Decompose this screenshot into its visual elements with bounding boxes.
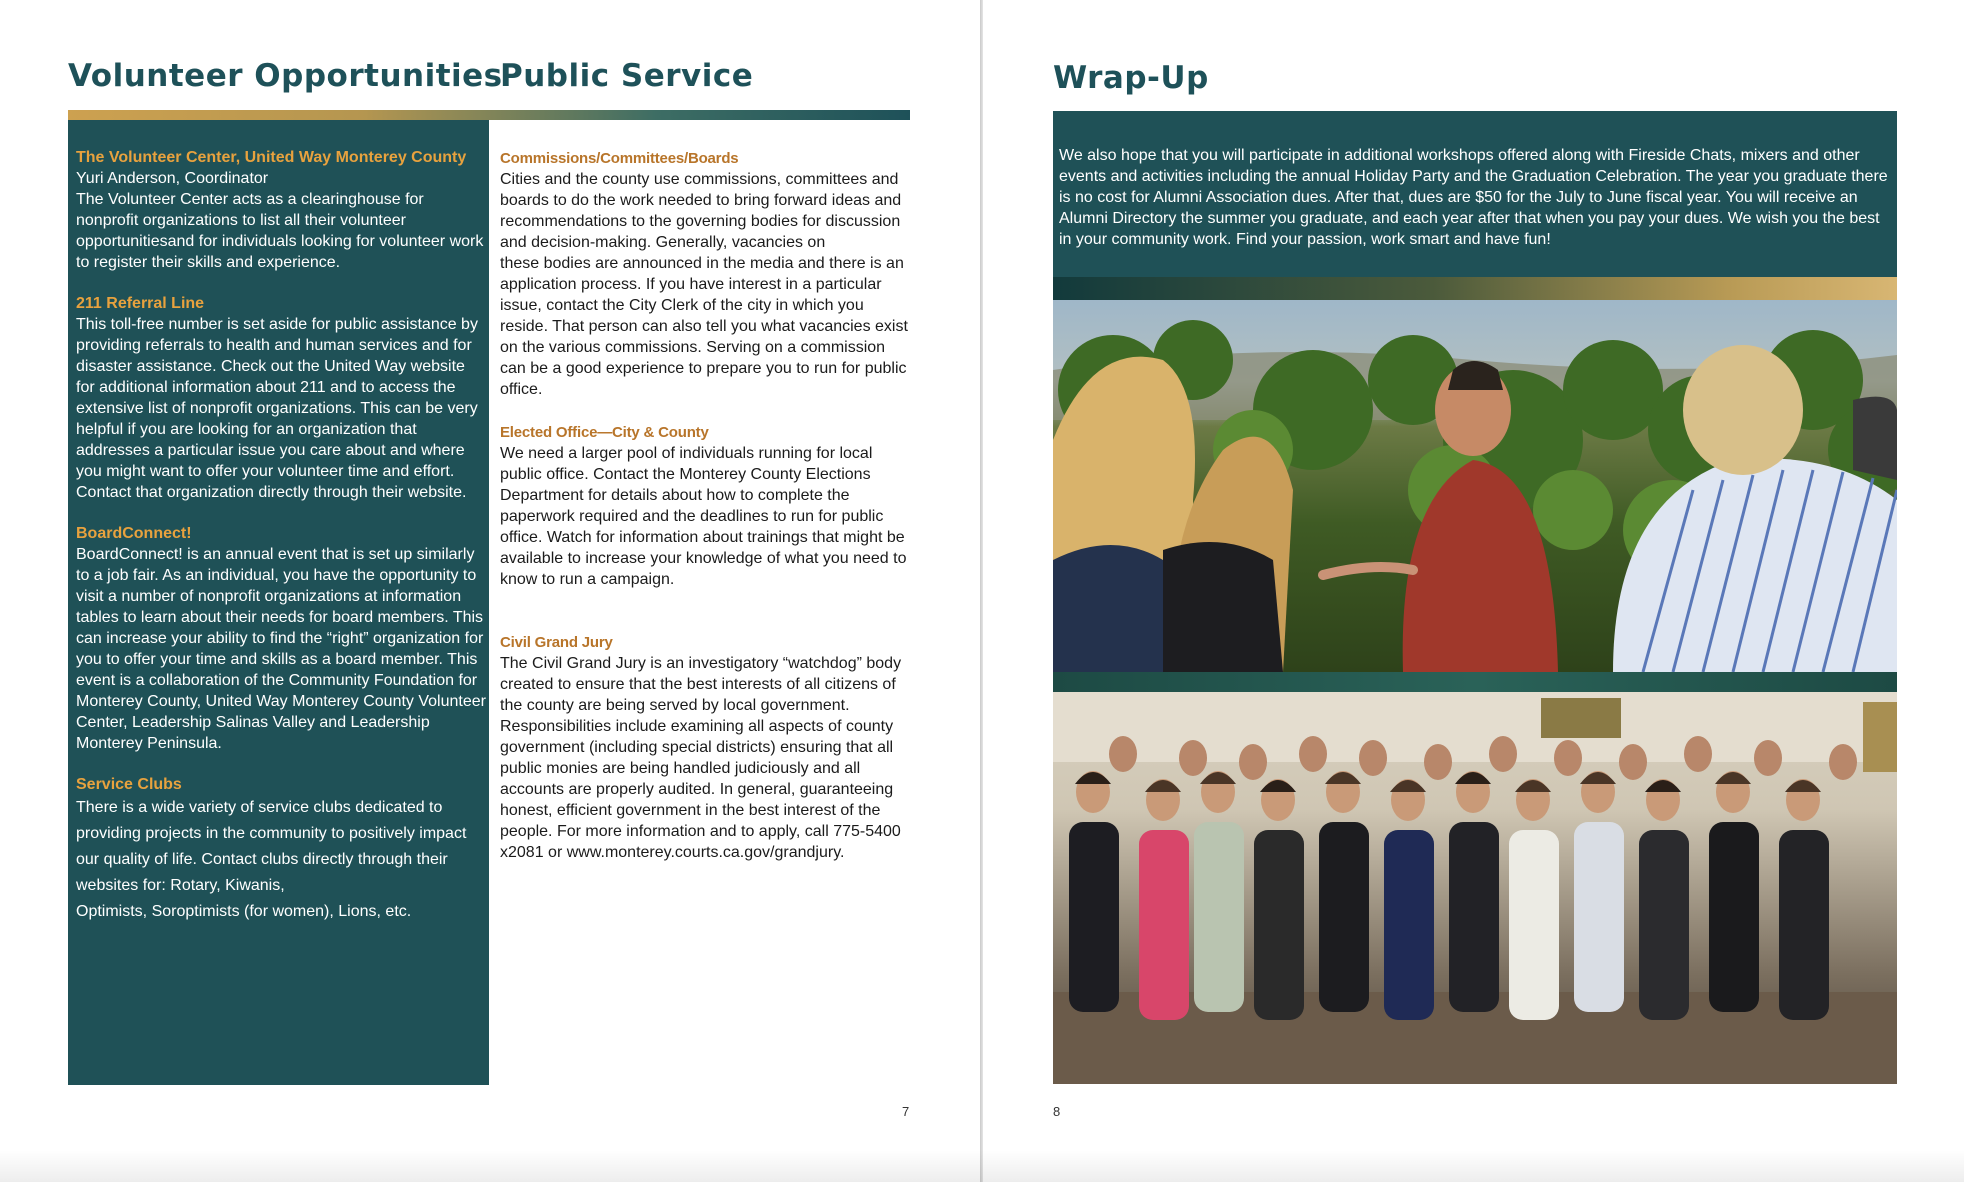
public-service-section [500, 148, 912, 400]
person-figure [1254, 830, 1304, 1020]
person-figure [1574, 822, 1624, 1012]
section-body: There is a wide variety of service clubs dedicated to providing projects in the community to positively impact our quality of life. Contact clubs directly through their websites for: Rotary, Kiwanis, Optimists, Soroptimists (for women), Lions, etc. [76, 799, 467, 920]
vineyard-photo [1053, 300, 1897, 672]
section-title: The Volunteer Center, United Way Monterey County [76, 149, 467, 166]
person-head-back [1424, 744, 1452, 780]
section-title: Civil Grand Jury [500, 634, 613, 651]
page-number-left: 7 [902, 1104, 910, 1119]
section-body: Yuri Anderson, Coordinator The Volunteer Center acts as a clearinghouse for nonprofit organizations to list all their volunteer opportunitiesand for individuals looking for volunteer work to register their skills and experience. [76, 170, 484, 271]
group-photo [1053, 692, 1897, 1084]
section-title: Elected Office—City & County [500, 424, 709, 441]
person-head-back [1239, 744, 1267, 780]
person-figure [1639, 830, 1689, 1020]
person-figure [1509, 830, 1559, 1020]
person-figure [1449, 822, 1499, 1012]
left-header-rule [68, 110, 910, 120]
person-head-back [1684, 736, 1712, 772]
person-head-back [1109, 736, 1137, 772]
volunteer-section [76, 774, 488, 925]
section-body: Cities and the county use commissions, committees and boards to do the work needed to bring forward ideas and recommendations to the governing bodies for discussion and decision-making. Generally, vacancies on these bodies are announced in the media and there is an application process. If you have interest in a particular issue, contact the City Clerk of the city in which you reside. That person can also tell you what vacancies exist on the various commissions. Serving on a commission can be a good experience to prepare you to run for public office. [500, 171, 908, 398]
volunteer-column [76, 147, 488, 945]
section-body: BoardConnect! is an annual event that is set up similarly to a job fair. As an individual, you have the opportunity to visit a number of nonprofit organizations at information tables to learn about their needs for board members. This can increase your ability to find the “right” organization for you to offer your time and skills as a board member. This event is a collaboration of the Community Foundation for Monterey County, United Way Monterey County Volunteer Center, Leadership Salinas Valley and Leadership Monterey Peninsula. [76, 546, 486, 752]
public-service-column [500, 148, 912, 883]
vineyard-illustration [1053, 300, 1897, 672]
public-service-heading: Public Service [500, 58, 754, 94]
person-head-back [1359, 740, 1387, 776]
photo-divider-band [1053, 672, 1897, 692]
person-figure [1069, 822, 1119, 1012]
wrap-up-body: We also hope that you will participate in additional workshops offered along with Fireside Chats, mixers and other events and activities including the annual Holiday Party and the Graduation Celebration. The year you graduate there is no cost for Alumni Association dues. After that, dues are $50 for the July to June fiscal year. You will receive an Alumni Directory the summer you graduate, and each year after that when you pay your dues. We wish you the best in your community work. Find your passion, work smart and have fun! [1059, 147, 1888, 248]
person-head-back [1619, 744, 1647, 780]
person-head-back [1489, 736, 1517, 772]
page-number-right: 8 [1053, 1104, 1061, 1119]
person-figure [1139, 830, 1189, 1020]
person-hair [1200, 772, 1236, 784]
person-hair [1645, 780, 1681, 792]
person-hair [1390, 780, 1426, 792]
person-hair [1325, 772, 1361, 784]
wrap-up-heading: Wrap-Up [1053, 60, 1209, 96]
section-title: Service Clubs [76, 776, 182, 793]
volunteer-section [76, 523, 488, 754]
person-hair [1455, 772, 1491, 784]
public-service-section [500, 632, 912, 863]
group-illustration [1053, 692, 1897, 1084]
section-body: We need a larger pool of individuals running for local public office. Contact the Monterey County Elections Department for details about how to complete the paperwork required and the deadlines to run for public office. Watch for information about trainings that might be available to increase your knowledge of what you need to know to run a campaign. [500, 445, 907, 588]
gold-gradient-band [1053, 277, 1897, 300]
person-head-back [1299, 736, 1327, 772]
person-figure [1194, 822, 1244, 1012]
person-hair [1785, 780, 1821, 792]
person-figure [1384, 830, 1434, 1020]
person-head-back [1179, 740, 1207, 776]
section-body: The Civil Grand Jury is an investigatory “watchdog” body created to ensure that the best interests of all citizens of the county are being served by local government. Responsibilities include examining all aspects of county government (including special districts) ensuring that all public monies are being handled judiciously and all accounts are properly audited. In general, guaranteeing honest, efficient government in the best interest of the people. For more information and to apply, call 775-5400 x2081 or www.monterey.courts.ca.gov/grandjury. [500, 655, 902, 861]
person-head-back [1754, 740, 1782, 776]
section-title: 211 Referral Line [76, 295, 205, 312]
book-spine [980, 0, 983, 1182]
person-hair [1715, 772, 1751, 784]
person-hair [1145, 780, 1181, 792]
person-head-back [1554, 740, 1582, 776]
person-hair [1580, 772, 1616, 784]
section-body: This toll-free number is set aside for public assistance by providing referrals to health and human services and for disaster assistance. Check out the United Way website for additional information about 211 and to access the extensive list of nonprofit organizations. This can be very helpful if you are looking for an organization that addresses a particular issue you care about and where you might want to offer your volunteer time and effort. Contact that organization directly through their website. [76, 316, 478, 501]
volunteer-section [76, 147, 488, 273]
person-hair [1075, 772, 1111, 784]
section-title: BoardConnect! [76, 525, 192, 542]
person-figure [1779, 830, 1829, 1020]
person-hair [1260, 780, 1296, 792]
section-title: Commissions/Committees/Boards [500, 150, 739, 167]
volunteer-heading: Volunteer Opportunities [68, 58, 503, 94]
person-figure [1319, 822, 1369, 1012]
person-hair [1515, 780, 1551, 792]
volunteer-section [76, 293, 488, 503]
person-head-back [1829, 744, 1857, 780]
person-figure [1709, 822, 1759, 1012]
public-service-section [500, 422, 912, 590]
